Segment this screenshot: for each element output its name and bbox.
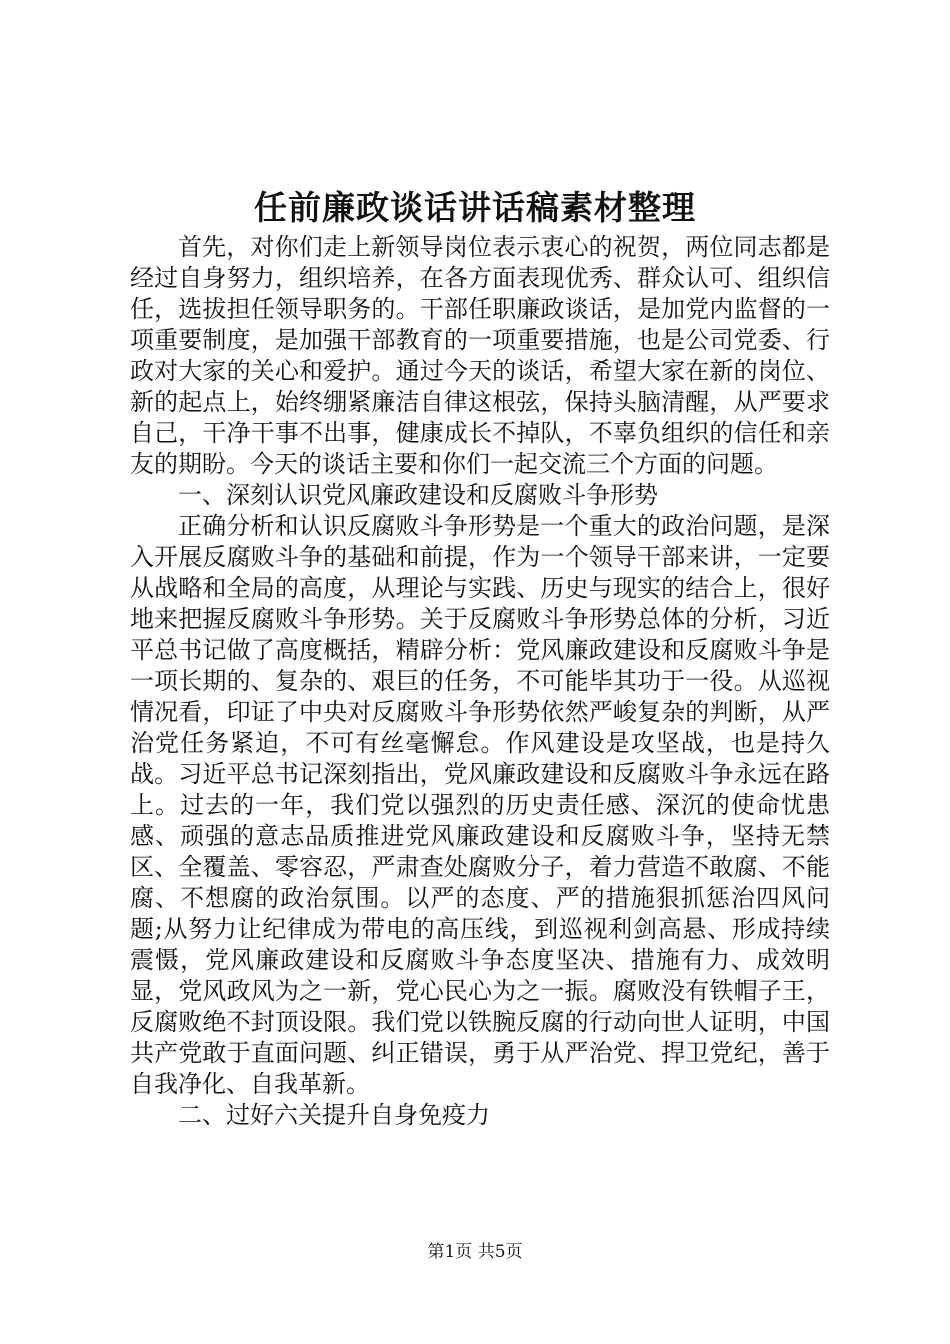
section-heading-2: 二、过好六关提升自身免疫力	[178, 1101, 490, 1129]
page-footer: 第1页 共5页	[427, 1242, 523, 1262]
section-heading-1: 一、深刻认识党风廉政建设和反腐败斗争形势	[178, 481, 658, 509]
document-title: 任前廉政谈话讲话稿素材整理	[254, 188, 696, 227]
document-body	[130, 232, 830, 1131]
section-1-paragraph: 正确分析和认识反腐败斗争形势是一个重大的政治问题，是深入开展反腐败斗争的基础和前提，作为一个领导干部来讲，一定要从战略和全局的高度，从理论与实践、历史与现实的结合上，很好地来把握反腐败斗争形势。关于反腐败斗争形势总体的分析，习近平总书记做了高度概括，精辟分析：党风廉政建设和反腐败斗争是一项长期的、复杂的、艰巨的任务，不可能毕其功于一役。从巡视情况看，印证了中央对反腐败斗争形势依然严峻复杂的判断，从严治党任务紧迫，不可有丝毫懈怠。作风建设是攻坚战，也是持久战。习近平总书记深刻指出，党风廉政建设和反腐败斗争永远在路上。过去的一年，我们党以强烈的历史责任感、深沉的使命忧患感、顽强的意志品质推进党风廉政建设和反腐败斗争，坚持无禁区、全覆盖、零容忍，严肃查处腐败分子，着力营造不敢腐、不能腐、不想腐的政治氛围。以严的态度、严的措施狠抓惩治四风问题;从努力让纪律成为带电的高压线，到巡视利剑高悬、形成持续震慑，党风廉政建设和反腐败斗争态度坚决、措施有力、成效明显，党风政风为之一新，党心民心为之一振。腐败没有铁帽子王，反腐败绝不封顶设限。我们党以铁腕反腐的行动向世人证明，中国共产党敢于直面问题、纠正错误，勇于从严治党、捍卫党纪，善于自我净化、自我革新。	[130, 512, 830, 1098]
intro-paragraph: 首先，对你们走上新领导岗位表示衷心的祝贺，两位同志都是经过自身努力，组织培养，在各方面表现优秀、群众认可、组织信任，选拔担任领导职务的。干部任职廉政谈话，是加党内监督的一项重要制度，是加强干部教育的一项重要措施，也是公司党委、行政对大家的关心和爱护。通过今天的谈话，希望大家在新的岗位、新的起点上，始终绷紧廉洁自律这根弦，保持头脑清醒，从严要求自己，干净干事不出事，健康成长不掉队，不辜负组织的信任和亲友的期盼。今天的谈话主要和你们一起交流三个方面的问题。	[130, 233, 830, 478]
